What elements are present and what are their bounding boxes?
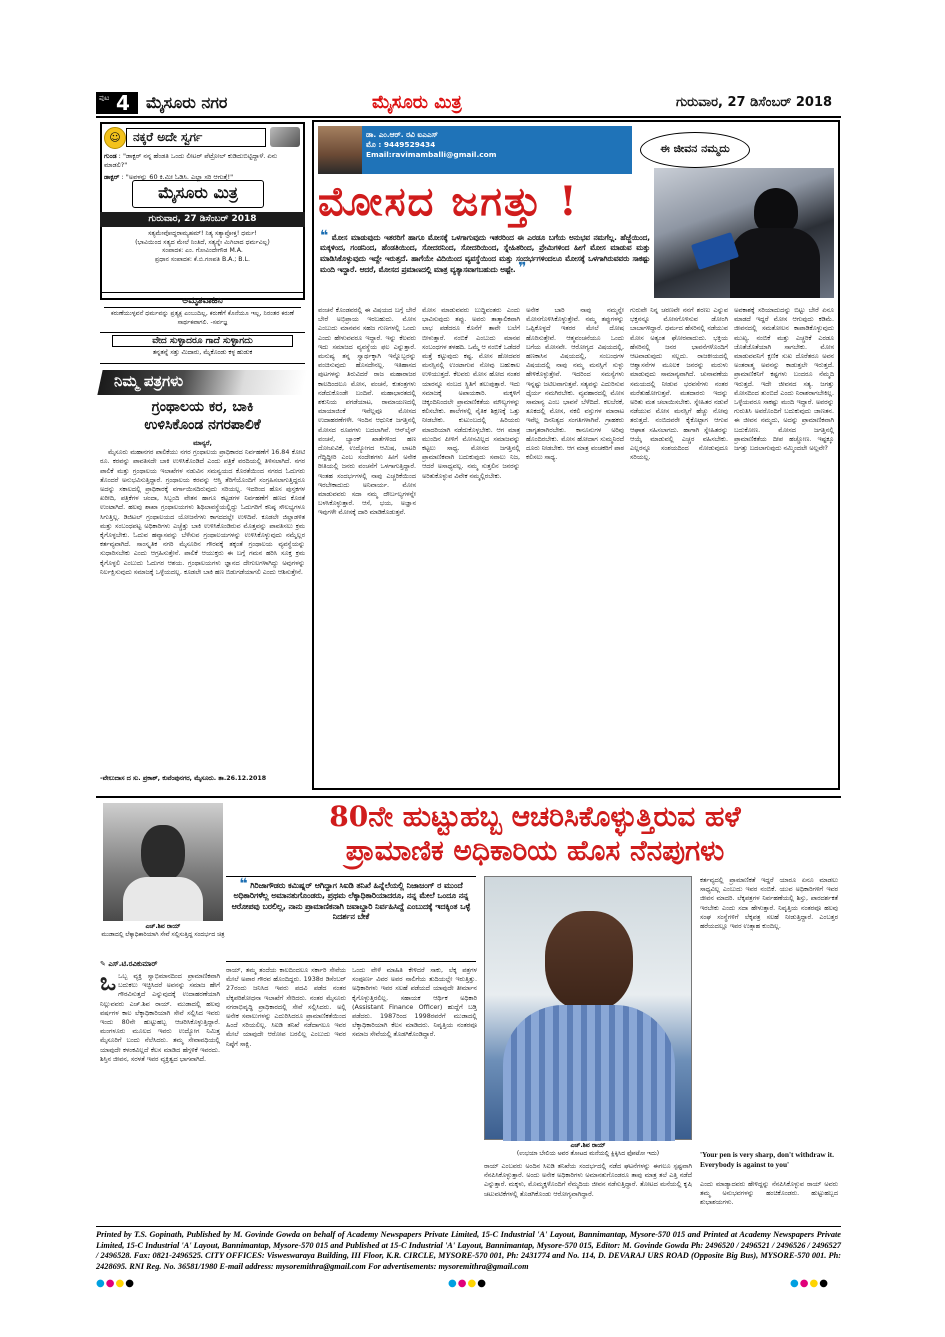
veda-title: ವೇದ ಸುಳ್ಳಾದರೂ ಗಾದೆ ಸುಳ್ಳಾಗದು [112, 335, 293, 347]
amrutavahini-text: ಕರುಣೆಯುಳ್ಳವನೆ ಧರ್ಮವನ್ನು ಪ್ರತ್ಯಕ್ಷ ಎಂಬುದಿಲ್ಲ, ಕರುಣೆಗೆ ಕೊನೆಯೂ ಇಲ್ಲ, ನಿರಂತರ ಕರುಣೆ ಸಾರ್ಥಕವಾಗಲಿ. -ಸರ್ವಜ್ಞ [110, 310, 295, 326]
quote-close-icon: ❞ [518, 259, 527, 276]
veda-box [100, 332, 305, 364]
registration-dots-right: ●●●● [790, 1278, 829, 1289]
masthead-motto-2: (ಭಾವಿಯಿಂದ ಸತ್ಯದ ಮೇಲೆ ನಿಂತಿದೆ, ಸತ್ಯನ್ನೇ ಮಿಗಿಲಾದ ಧರ್ಮವಿಲ್ಲ) [135, 238, 270, 246]
feature-col-3: ಒಂದು ವೇಳೆ ಮಾಹಿತಿ ಕೇಳಿದರೆ ಸಾಕು, ಲೆಕ್ಕ ಪತ್ರಗಳ ಸಂಪೂರ್ಣ ವಿವರ ಅವರ ನಾಲಿಗೆಯ ತುದಿಯಲ್ಲೇ ಇರುತ್ತಿತ್ತು. ಅಧಿಕಾರಿಗಳು ಇವರ ಸಲಹೆ ಪಡೆಯದೆ ಯಾವುದೇ ತೀರ್ಮಾನ ಕೈಗೊಳ್ಳುತ್ತಿರಲಿಲ್ಲ. ಸಹಾಯಕ ಆರ್ಥಿಕ ಅಧಿಕಾರಿ (Assistant Finance Officer) ಹುದ್ದೆಗೆ ಬಡ್ತಿ ಪಡೆದರು. 1987ರಿಂದ 1998ರವರೆಗೆ ಮುಡಾದಲ್ಲಿ ಲೆಕ್ಕಾಧಿಕಾರಿಯಾಗಿ ಕೆಲಸ ಮಾಡಿದರು. ನಿವೃತ್ತಿಯ ನಂತರವೂ ಸಮಾಜ ಸೇವೆಯಲ್ಲಿ ತೊಡಗಿಕೊಂಡಿದ್ದಾರೆ. [352, 966, 477, 1039]
pullquote-open-icon: ❝ [239, 876, 248, 892]
header-date: ಗುರುವಾರ, 27 ಡಿಸೆಂಬರ್ 2018 [676, 95, 833, 110]
hooded-body [730, 228, 820, 298]
portrait-face [141, 825, 185, 881]
joke-line-2: "ಅವಳನ್ನು 60 ಕಿ.ಮೀ ಓಡಿಸಿ. ಎಲ್ಲಾ ಸರಿ ಆಗುತ್ತೆ!" [125, 173, 234, 181]
author-info [366, 130, 496, 160]
header-logo: ಮೈಸೂರು ಮಿತ್ರ [372, 92, 462, 113]
feature-col-1-text: ಒಬ್ಬ ವ್ಯಕ್ತಿ ಸ್ವಾಭಿಮಾನದಿಂದ ಪ್ರಾಮಾಣಿಕವಾಗಿ ಬದುಕಲು ಇಚ್ಛಿಸಿದರೆ ಅವನನ್ನು ಸಮಾಜ ಹೇಗೆ ಗೌರವಿಸುತ್ತದೆ ಎನ್ನುವುದಕ್ಕೆ ಉದಾಹರಣೆಯಾಗಿ ನಿಲ್ಲುವವರು ಎಚ್.ಶಿವ ರಾಯ್. ಮುಡಾದಲ್ಲಿ ಹಲವು ವರ್ಷಗಳ ಕಾಲ ಲೆಕ್ಕಾಧಿಕಾರಿಯಾಗಿ ಸೇವೆ ಸಲ್ಲಿಸಿದ ಇವರು ಇಂದು 80ನೇ ಹುಟ್ಟುಹಬ್ಬ ಆಚರಿಸಿಕೊಳ್ಳುತ್ತಿದ್ದಾರೆ. ಮಂಗಳೂರು ಮೂಲದ ಇವರು ಉದ್ಯೋಗ ನಿಮಿತ್ತ ಮೈಸೂರಿಗೆ ಬಂದು ನೆಲೆಸಿದರು. ತಮ್ಮ ಸೇವಾವಧಿಯಲ್ಲಿ ಯಾವುದೇ ಕಳಂಕವಿಲ್ಲದೆ ಕೆಲಸ ಮಾಡಿದ ಹೆಗ್ಗಳಿಕೆ ಇವರದು. ಶಿಸ್ತಿನ ಜೀವನ, ಸರಳತೆ ಇವರ ವ್ಯಕ್ತಿತ್ವದ ಭಾಗವಾಗಿದೆ. [100, 972, 220, 1063]
amrutavahini-title: ಅಮೃತವಾಹಿನಿ [104, 296, 301, 308]
color-photo-caption-block [484, 1142, 692, 1159]
page-number-box [96, 92, 138, 114]
quote-open-icon: ❝ [320, 228, 329, 244]
color-photo-caption: (ಉಭಯಾ ಬೇಲಿಯ ಅವರ ತೋಟದ ಮನೆಯಲ್ಲಿ ಕ್ಲಿಕ್ಕಿಸಿದ ಫೋಟೋ ಇದು) [516, 1150, 660, 1158]
old-photo-caption-block [100, 923, 226, 939]
byline-name: ಎಸ್.ಟಿ.ರವಿಕುಮಾರ್ [108, 960, 158, 968]
amrutavahini-box [104, 296, 301, 327]
pullquote-box [226, 876, 476, 962]
joke-header [104, 127, 301, 149]
page-number: 4 [116, 91, 130, 115]
column-col-5: ಅವಕಾಶಕ್ಕೆ ಸರಿಯಾದುದನ್ನು ಬಿಟ್ಟು ಬೇರೆ ಏನೂ ಮಾಡದೆ ಇದ್ದರೆ ಮೋಸ ಆಗುವುದು ಕಡಿಮೆ. ಜೀವನದಲ್ಲಿ ಸಮತೋಲನ ಕಾಪಾಡಿಕೊಳ್ಳುವುದು ಮುಖ್ಯ. ನಂಬಿಕೆ ಮತ್ತು ಎಚ್ಚರಿಕೆ ಎರಡೂ ಜೊತೆಜೊತೆಯಾಗಿ ಸಾಗಬೇಕು. ಮೋಸ ಮಾಡುವವನಿಗೆ ಕ್ಷಣಿಕ ಸುಖ ದೊರೆತರೂ ಅವನ ಅಂತರಾತ್ಮ ಅವನನ್ನು ಕಾಡುತ್ತಲೇ ಇರುತ್ತದೆ. ಪ್ರಾಮಾಣಿಕನಿಗೆ ಕಷ್ಟಗಳು ಬಂದರೂ ನೆಮ್ಮದಿ ಇರುತ್ತದೆ. ಇದೇ ಜೀವನದ ಸತ್ಯ. ಜಗತ್ತು ಮೋಸದಿಂದ ತುಂಬಿದೆ ಎಂದು ನಿರಾಶರಾಗಬೇಕಿಲ್ಲ. ಒಳ್ಳೆಯವರೂ ಸಾಕಷ್ಟು ಮಂದಿ ಇದ್ದಾರೆ. ಅವರನ್ನು ಗುರುತಿಸಿ ಅವರೊಂದಿಗೆ ಬದುಕುವುದು ಜಾಣತನ. ಈ ಜೀವನ ನಮ್ಮದು, ಅದನ್ನು ಪ್ರಾಮಾಣಿಕವಾಗಿ ಬದುಕೋಣ. ಮೋಸದ ಜಗತ್ತಿನಲ್ಲಿ ಪ್ರಾಮಾಣಿಕತೆಯ ದೀಪ ಹಚ್ಚೋಣ. ಇಷ್ಟಕ್ಕೂ ಜಗತ್ತು ಬದಲಾಗುವುದು ನಮ್ಮಿಂದಲೇ ಅಲ್ಲವೇ? [734, 306, 834, 453]
pullquote-text [226, 877, 476, 925]
letters-banner-title: ನಿಮ್ಮ ಪತ್ರಗಳು [114, 372, 184, 390]
section-title: ಮೈಸೂರು ನಗರ [146, 93, 228, 112]
author-name: ಡಾ. ಎಂ.ಆರ್. ರವಿ ಐಎಎಸ್ [366, 130, 438, 139]
feature-headline [230, 800, 840, 868]
joke-speaker-2: ಡಾಕ್ಟರ್ [104, 173, 120, 181]
masthead-chief-editor: ಪ್ರಧಾನ ಸಂಪಾದಕ: ಕೆ.ಬಿ.ಗಣಪತಿ B.A.; B.L. [155, 255, 250, 263]
author-photo [318, 126, 362, 174]
author-email: Email:ravimamballi@gmail.com [366, 150, 497, 159]
letter-signature: -ವೇಲುದಾಸ ದ ಸು. ಪ್ರಕಾಶ್, ಕುವೆಂಪುನಗರ, ಮೈಸೂರು. ತಾ.26.12.2018 [100, 775, 267, 782]
letters-headline-1: ಗ್ರಂಥಾಲಯ ಕರ, ಬಾಕಿ [151, 399, 254, 415]
feature-col-2: ರಾಯ್, ತಮ್ಮ ತಂದೆಯ ಕಾಲದಿಂದಲೂ ಸರ್ಕಾರಿ ಸೇವೆಯ ಮೇಲೆ ಅಪಾರ ಗೌರವ ಹೊಂದಿದ್ದರು. 1938ರ ಡಿಸೆಂಬರ್ 27ರಂದು ಜನಿಸಿದ ಇವರು ಪದವಿ ಪಡೆದ ನಂತರ ಲೆಕ್ಕಪರಿಶೋಧನಾ ಇಲಾಖೆಗೆ ಸೇರಿದರು. ನಂತರ ಮೈಸೂರು ನಗರಾಭಿವೃದ್ಧಿ ಪ್ರಾಧಿಕಾರದಲ್ಲಿ ಸೇವೆ ಸಲ್ಲಿಸಿದರು. ಅಲ್ಲಿ ಅನೇಕ ಸವಾಲುಗಳನ್ನು ಎದುರಿಸಿದರೂ ಪ್ರಾಮಾಣಿಕತೆಯಿಂದ ಹಿಂದೆ ಸರಿಯಲಿಲ್ಲ. ಸಿಐಡಿ ತನಿಖೆ ನಡೆದಾಗಲೂ ಇವರ ಮೇಲೆ ಯಾವುದೇ ಆರೋಪ ಬರಲಿಲ್ಲ ಎಂಬುದು ಇವರ ನಿಷ್ಠೆಗೆ ಸಾಕ್ಷಿ. [226, 966, 346, 1048]
drop-cap: ಒ [100, 972, 117, 996]
author-phone: ಮೊ : 9449529434 [366, 140, 436, 149]
page-label: ಪುಟ [99, 94, 110, 102]
letter-body [100, 439, 305, 774]
column-col-3: ಅನೇಕ ಬಾರಿ ನಾವು ನಮ್ಮನ್ನೇ ಮೋಸಗೊಳಿಸಿಕೊಳ್ಳುತ್ತೇವೆ. ನಮ್ಮ ತಪ್ಪುಗಳನ್ನು ಒಪ್ಪಿಕೊಳ್ಳದೆ ಇತರರ ಮೇಲೆ ದೋಷ ಹೊರಿಸುತ್ತೇವೆ. ಆತ್ಮವಂಚನೆಯೂ ಒಂದು ಬಗೆಯ ಮೋಸವೇ. ಆರೋಗ್ಯದ ವಿಷಯದಲ್ಲಿ, ಹಣಕಾಸಿನ ವಿಷಯದಲ್ಲಿ, ಸಂಬಂಧಗಳ ವಿಷಯದಲ್ಲಿ ನಾವು ನಮ್ಮ ಮನಸ್ಸಿಗೆ ಸುಳ್ಳು ಹೇಳಿಕೊಳ್ಳುತ್ತೇವೆ. ಇದರಿಂದ ಸಮಸ್ಯೆಗಳು ಇನ್ನಷ್ಟು ಜಟಿಲವಾಗುತ್ತವೆ. ಸತ್ಯವನ್ನು ಎದುರಿಸುವ ಧೈರ್ಯ ನಮಗಿರಬೇಕು. ವ್ಯವಹಾರದಲ್ಲಿ ಮೋಸ ಸಾಮಾನ್ಯ ಎಂಬ ಭಾವನೆ ಬೆಳೆದಿದೆ. ಕಲಬೆರಕೆ, ತೂಕದಲ್ಲಿ ಮೋಸ, ನಕಲಿ ವಸ್ತುಗಳ ಮಾರಾಟ ಇವೆಲ್ಲ ದಿನನಿತ್ಯದ ಸಂಗತಿಗಳಾಗಿವೆ. ಗ್ರಾಹಕರು ಜಾಗೃತರಾಗಿರಬೇಕು. ಕಾನೂನುಗಳ ಅರಿವು ಹೊಂದಿರಬೇಕು. ಮೋಸ ಹೋದಾಗ ಸುಮ್ಮನಿರದೆ ದೂರು ನೀಡಬೇಕು. ಆಗ ಮಾತ್ರ ವಂಚಕರಿಗೆ ಪಾಠ ಕಲಿಸಲು ಸಾಧ್ಯ. [526, 306, 624, 462]
masthead-date: ಗುರುವಾರ, 27 ಡಿಸೆಂಬರ್ 2018 [100, 212, 305, 227]
letter-salutation: ಮಾನ್ಯರೆ, [193, 439, 212, 447]
letters-headline-2: ಉಳಿಸಿಕೊಂಡ ನಗರಪಾಲಿಕೆ [144, 417, 261, 433]
column-col-1: ವಂಚನೆ ಕೊಂಡವರಲ್ಲಿ ಈ ವಿಷಯದ ಬಗ್ಗೆ ಬೇರೆ ಬೇರೆ ಅಭಿಪ್ರಾಯ ಇರಬಹುದು. ಮೋಸ ಎಂಬುದು ಮಾನವನ ಸಹಜ ಗುಣಗಳಲ್ಲಿ ಒಂದು ಎಂದು ಹೇಳುವವರೂ ಇದ್ದಾರೆ. ಇನ್ನು ಕೆಲವರು ಇದು ಸಮಾಜದ ವ್ಯವಸ್ಥೆಯ ಫಲ ಎನ್ನುತ್ತಾರೆ. ಮನುಷ್ಯ ತನ್ನ ಸ್ವಾರ್ಥಕ್ಕಾಗಿ ಇನ್ನೊಬ್ಬರನ್ನು ವಂಚಿಸುವುದು ಹೊಸದೇನಲ್ಲ. ಇತಿಹಾಸದ ಪುಟಗಳನ್ನು ತಿರುವಿದರೆ ರಾಜ ಮಹಾರಾಜರ ಕಾಲದಿಂದಲೂ ಮೋಸ, ವಂಚನೆ, ಕುತಂತ್ರಗಳು ನಡೆದುಕೊಂಡೇ ಬಂದಿವೆ. ಮಹಾಭಾರತದಲ್ಲಿ ಶಕುನಿಯ ಪಗಡೆಯಾಟ, ರಾಮಾಯಣದಲ್ಲಿ ಮಾಯಾಜಿಂಕೆ ಇವೆಲ್ಲವೂ ಮೋಸದ ಉದಾಹರಣೆಗಳೇ. ಇಂದಿನ ಆಧುನಿಕ ಜಗತ್ತಿನಲ್ಲಿ ಮೋಸದ ರೂಪಗಳು ಬದಲಾಗಿವೆ. ಆನ್‌ಲೈನ್ ವಂಚನೆ, ಬ್ಯಾಂಕ್ ಖಾತೆಗಳಿಂದ ಹಣ ದೋಚುವಿಕೆ, ಉದ್ಯೋಗದ ಆಮಿಷ, ಲಾಟರಿ ಗೆದ್ದಿದ್ದೀರಿ ಎಂಬ ಸಂದೇಶಗಳು ಹೀಗೆ ಅನೇಕ ರೀತಿಯಲ್ಲಿ ಜನರು ವಂಚನೆಗೆ ಒಳಗಾಗುತ್ತಿದ್ದಾರೆ. ಇಂತಹ ಸಂದರ್ಭಗಳಲ್ಲಿ ನಾವು ಎಚ್ಚರಿಕೆಯಿಂದ ಇರಬೇಕಾದುದು ಅನಿವಾರ್ಯ. ಮೋಸ ಮಾಡುವವರು ಸದಾ ನಮ್ಮ ದೌರ್ಬಲ್ಯಗಳನ್ನೇ ಬಳಸಿಕೊಳ್ಳುತ್ತಾರೆ. ಆಸೆ, ಭಯ, ಅಜ್ಞಾನ ಇವುಗಳೇ ಮೋಸಕ್ಕೆ ದಾರಿ ಮಾಡಿಕೊಡುತ್ತವೆ. [318, 306, 416, 517]
photo-shirt [503, 1005, 675, 1141]
header-rule [96, 116, 841, 118]
letters-banner [100, 370, 305, 395]
feature-rule [96, 796, 841, 798]
registration-dots-center: ●●●● [448, 1278, 487, 1289]
color-photo [484, 876, 692, 1140]
masthead-logo: ಮೈಸೂರು ಮಿತ್ರ [132, 180, 264, 208]
column-intro-text: ಮೋಸ ಮಾಡುವುದು ಇತರರಿಗೆ ಹಾಗೂ ಮೋಸಕ್ಕೆ ಒಳಗಾಗುವುದು ಇತರರಿಂದ ಈ ಎರಡೂ ಬಗೆಯ ಅನುಭವ ನಮಗೆಲ್ಲ. ಹೆಜ್ಜೆಯಿಂದ, ಮಕ್ಕಳಿಂದ, ಗಂಡನಿಂದ, ಹೆಂಡತಿಯಿಂದ, ಸೋದರನಿಂದ, ಸೋದರಿಯಿಂದ, ಸ್ನೇಹಿತರಿಂದ, ಪ್ರೇಮಿಗಳಿಂದ ಹೀಗೆ ಮೋಸ ಮಾಡುವ ಮತ್ತು ಮಾಡಿಸಿಕೊಳ್ಳುವುದು ಇದ್ದೇ ಇರುತ್ತದೆ. ಹಾಗೆಯೇ ವಿದಿಯಿಂದ ವ್ಯವಸ್ಥೆಯಿಂದ ಮತ್ತು ಸಂದರ್ಭಗಳಿಂದಲೂ ಮೋಸಕ್ಕೆ ಒಳಗಾಗಿರುವವರು ಸಾಕಷ್ಟು ಮಂದಿ ಇದ್ದಾರೆ. ಆದರೆ, ಮೋಸದ ಪ್ರಮಾಣದಲ್ಲಿ ಮಾತ್ರ ವ್ಯತ್ಯಾಸವಾಗಬಹುದು ಅಷ್ಟೇ. [320, 233, 651, 274]
footer-rule [96, 1226, 841, 1227]
pullquote-body: ಗಿರಿಜಾಗೌಡರು ಕಮಿಷ್ನರ್ ಆಗಿದ್ದಾಗ ಸಿಐಡಿ ತನಿಖೆ ಹಿನ್ನೆಲೆಯಲ್ಲಿ ನಿಜಾಜಂಗ್ ರ ಮುಂದೆ ಅಧಿಕಾರಿಗಳೆಲ್ಲ ಅಮಾನತುಗೊಂಡರು, ಪ್ರಥಮ ಲೆಕ್ಕಾಧಿಕಾರಿಯಾದರೂ, ನನ್ನ ಮೇಲೆ ಒಂದೂ ನನ್ನ ಆರೋಪವು ಬರಲಿಲ್ಲ, ನಾನು ಪ್ರಾಮಾಣಿಕನಾಗಿ ಜವಾಬ್ದಾರಿ ನಿರ್ವಹಿಸಿದ್ದೆ ಎಂಬುದಕ್ಕೆ ಇದಕ್ಕಿಂತ ಒಳ್ಳೆ ನಿದರ್ಶನ ಬೇಕೆ [231, 881, 471, 922]
divider [100, 292, 305, 293]
letters-headline [100, 398, 305, 434]
old-bw-photo [103, 803, 223, 921]
masthead-editor: ಸಂಪಾದಕ: ಎಂ. ಗೋವಿಂದೇಗೌಡ M.A. [162, 247, 243, 255]
veda-text: ತನ್ನತನ್ನೆ ಸತ್ತು ಮಿದಾರು, ಮೈಕೊಂಡು ಕಳ್ಳ ಹುಡುಕ [152, 349, 253, 356]
photo-face [545, 911, 633, 1011]
footer-imprint: Printed by T.S. Gopinath, Published by M. Govinde Gowda on behalf of Academy Newspapers Private Limited, 15-C Industrial 'A' Layout, Bannimantap, Mysore-570 015 and Printed at Academy Newspapers Private Limited, 15-C Industrial 'A' Layout, Bannimantap, Mysore-570 015 and Published at 15-C Industrial 'A' Layout, Bannimantap, Mysore-570 015, Editor: M. Govinde Gowda Ph: 2496520 / 2496521 / 2496526 / 2496527 / 2496528. Fax: 0821-2496525. CITY OFFICES: Visweswaraya Building, III Floor, K.R. CIRCLE, MYSORE-570 001, Ph: 2431774 and No. 114, D. DEVARAJ URS ROAD (Opposite Big Bus), MYSORE-570 001. Ph: 2428695. RNI Reg. No. 36581/1980 E-mail address: mysoremithra@gmail.com For advertisements: mysoremithra@gmail.com [96, 1230, 841, 1271]
masthead-details [104, 230, 301, 264]
cartoon-icon [270, 127, 300, 147]
english-quote: 'Your pen is very sharp, don't withdraw it. Everybody is against to you' [700, 1150, 834, 1169]
laughing-face-icon: ☺ [104, 127, 126, 149]
feature-col-5: ಕರ್ತವ್ಯದಲ್ಲಿ ಪ್ರಾಮಾಣಿಕತೆ ಇದ್ದರೆ ಯಾರೂ ಏನೂ ಮಾಡಲು ಸಾಧ್ಯವಿಲ್ಲ ಎಂಬುದು ಇವರ ನಂಬಿಕೆ. ಯುವ ಅಧಿಕಾರಿಗಳಿಗೆ ಇವರ ಜೀವನ ಮಾದರಿ. ಲೆಕ್ಕಪತ್ರಗಳ ನಿರ್ವಹಣೆಯಲ್ಲಿ ಶಿಸ್ತು, ಪಾರದರ್ಶಕತೆ ಇರಬೇಕು ಎಂದು ಸದಾ ಹೇಳುತ್ತಾರೆ. ನಿವೃತ್ತಿಯ ನಂತರವೂ ಹಲವು ಸಂಘ ಸಂಸ್ಥೆಗಳಿಗೆ ಲೆಕ್ಕಪತ್ರ ಸಲಹೆ ನೀಡುತ್ತಿದ್ದಾರೆ. ಎಂಬತ್ತರ ಹರೆಯದಲ್ಲೂ ಇವರ ಉತ್ಸಾಹ ಕುಂದಿಲ್ಲ. [700, 876, 838, 931]
old-photo-name: ಎಚ್.ಶಿವ ರಾಯ್ [145, 923, 181, 930]
color-photo-name: ಎಚ್.ಶಿವ ರಾಯ್ [570, 1142, 606, 1149]
joke-body: ಗುಂಡ : "ಡಾಕ್ಟರ್ ನನ್ನ ಹೆಂಡತಿ ಒಂದು ಲೀಟರ್ ಪೆಟ್ರೋಲ್ ಕುಡಿದುಬಿಟ್ಟಿದ್ದಾಳೆ. ಏನು ಮಾಡಲಿ?" ಡಾಕ್ಟರ್ : "ಅವಳನ್ನು 60 ಕಿ.ಮೀ ಓಡಿಸಿ. ಎಲ್ಲಾ ಸರಿ ಆಗುತ್ತೆ!" [104, 152, 278, 181]
feature-col-5b: ಎಂದು ಮಾಡ್ಯಾದವರು ಹೇಳಿದ್ದನ್ನು ನೆನಪಿಸಿಕೊಳ್ಳುವ ರಾಯ್ ಅವರು ತಮ್ಮ ಅನುಭವಗಳನ್ನು ಹಂಚಿಕೊಂಡರು. ಹುಟ್ಟುಹಬ್ಬದ ಶುಭಾಶಯಗಳು. [700, 1180, 838, 1207]
masthead-motto: ಸತ್ಯಮೇವೋದ್ಧರಾಮ್ಯಹಮ್! ನಿತ್ಯ ಸತ್ಯಾಪ್ರೋಕ್ತ! ಧರ್ಮ! [148, 230, 257, 237]
feature-col-4: ರಾಯ್ ಎಂಬವರು ಅಂದಿನ ಸಿಐಡಿ ತನಿಖೆಯ ಸಂದರ್ಭದಲ್ಲಿ ನಡೆದ ಘಟನೆಗಳನ್ನು ಈಗಲೂ ಸ್ಪಷ್ಟವಾಗಿ ನೆನಪಿಸಿಕೊಳ್ಳುತ್ತಾರೆ. ಅಂದು ಅನೇಕ ಅಧಿಕಾರಿಗಳು ಅಮಾನತುಗೊಂಡರೂ ತಾವು ಮಾತ್ರ ತಲೆ ಎತ್ತಿ ನಡೆದೆ ಎನ್ನುತ್ತಾರೆ. ಮಕ್ಕಳು, ಮೊಮ್ಮಕ್ಕಳೊಂದಿಗೆ ನೆಮ್ಮದಿಯ ಜೀವನ ನಡೆಸುತ್ತಿದ್ದಾರೆ. ತೋಟದ ಮನೆಯಲ್ಲಿ ಕೃಷಿ ಚಟುವಟಿಕೆಗಳಲ್ಲಿ ತೊಡಗಿಕೊಂಡು ಆರೋಗ್ಯವಾಗಿದ್ದಾರೆ. [484, 1162, 692, 1198]
joke-speaker-1: ಗುಂಡ [104, 152, 117, 160]
joke-line-1: "ಡಾಕ್ಟರ್ ನನ್ನ ಹೆಂಡತಿ ಒಂದು ಲೀಟರ್ ಪೆಟ್ರೋಲ್ ಕುಡಿದುಬಿಟ್ಟಿದ್ದಾಳೆ. ಏನು ಮಾಡಲಿ?" [104, 152, 278, 169]
feature-col-1 [100, 972, 220, 1224]
joke-title: ನಕ್ಕರೆ ಅದೇ ಸ್ವರ್ಗ [126, 128, 266, 147]
registration-dots-left: ●●●● [96, 1278, 135, 1289]
feature-byline: ✎ ಎಸ್.ಟಿ.ರವಿಕುಮಾರ್ [100, 960, 158, 968]
portrait-shirt [123, 877, 203, 921]
old-photo-caption: ಮುಡಾದಲ್ಲಿ ಲೆಕ್ಕಾಧಿಕಾರಿಯಾಗಿ ಸೇವೆ ಸಲ್ಲಿಸುತ್ತಿದ್ದ ಸಂದರ್ಭದ ಚಿತ್ರ [101, 931, 225, 938]
letter-text: ಮೈಸೂರು ಮಹಾನಗರ ಪಾಲಿಕೆಯು ನಗರ ಗ್ರಂಥಾಲಯ ಪ್ರಾಧಿಕಾರದ ನಿರ್ವಹಣೆಗೆ 16.84 ಕೋಟಿ ರೂ. ಕರವನ್ನು ಪಾವತಿಸದೇ ಬಾಕಿ ಉಳಿಸಿಕೊಂಡಿದೆ ಎಂದು ಪತ್ರಿಕೆ ವರದಿಯಲ್ಲಿ ತಿಳಿಸಲಾಗಿದೆ. ನಗರ ಪಾಲಿಕೆ ಮತ್ತು ಗ್ರಂಥಾಲಯ ಇಲಾಖೆಗಳ ನಡುವಿನ ಸಮನ್ವಯದ ಕೊರತೆಯಿಂದ ನಗರದ ಓದುಗರು ತೊಂದರೆ ಅನುಭವಿಸುತ್ತಿದ್ದಾರೆ. ಗ್ರಂಥಾಲಯ ಕರವನ್ನು ಆಸ್ತಿ ತೆರಿಗೆಯೊಂದಿಗೆ ಸಂಗ್ರಹಿಸಲಾಗುತ್ತಿದ್ದರೂ ಅದನ್ನು ಸಕಾಲದಲ್ಲಿ ಪ್ರಾಧಿಕಾರಕ್ಕೆ ವರ್ಗಾಯಿಸದಿರುವುದು ಸರಿಯಲ್ಲ. ಇದರಿಂದ ಹೊಸ ಪುಸ್ತಕಗಳ ಖರೀದಿ, ಪತ್ರಿಕೆಗಳ ಚಂದಾ, ಸಿಬ್ಬಂದಿ ವೇತನ ಹಾಗೂ ಕಟ್ಟಡಗಳ ನಿರ್ವಹಣೆಗೆ ಹಣದ ಕೊರತೆ ಉಂಟಾಗಿದೆ. ಹಲವು ಶಾಖಾ ಗ್ರಂಥಾಲಯಗಳು ಶಿಥಿಲಾವಸ್ಥೆಯಲ್ಲಿದ್ದು ಓದುಗರಿಗೆ ಕನಿಷ್ಠ ಸೌಲಭ್ಯಗಳೂ ಸಿಗುತ್ತಿಲ್ಲ. ಡಿಜಿಟಲ್ ಗ್ರಂಥಾಲಯದ ಯೋಜನೆಗಳು ಕಾಗದದಲ್ಲೇ ಉಳಿದಿವೆ. ಕೂಡಲೇ ಜಿಲ್ಲಾಡಳಿತ ಮತ್ತು ಸಂಬಂಧಪಟ್ಟ ಅಧಿಕಾರಿಗಳು ಎಚ್ಚೆತ್ತು ಬಾಕಿ ಉಳಿಸಿಕೊಂಡಿರುವ ಮೊತ್ತವನ್ನು ಪಾವತಿಸಲು ಕ್ರಮ ಕೈಗೊಳ್ಳಬೇಕು. ಓದುವ ಹವ್ಯಾಸವನ್ನು ಬೆಳೆಸುವ ಗ್ರಂಥಾಲಯಗಳನ್ನು ಉಳಿಸಿಕೊಳ್ಳುವುದು ನಮ್ಮೆಲ್ಲರ ಕರ್ತವ್ಯವಾಗಿದೆ. ಸಾಂಸ್ಕೃತಿಕ ನಗರಿ ಮೈಸೂರಿನ ಗೌರವಕ್ಕೆ ತಕ್ಕಂತೆ ಗ್ರಂಥಾಲಯ ವ್ಯವಸ್ಥೆಯನ್ನು ಸುಧಾರಿಸಬೇಕು ಎಂದು ಆಗ್ರಹಿಸುತ್ತೇನೆ. ಪಾಲಿಕೆ ಆಯುಕ್ತರು ಈ ಬಗ್ಗೆ ಗಮನ ಹರಿಸಿ ಸೂಕ್ತ ಕ್ರಮ ಕೈಗೊಳ್ಳಲಿ ಎಂಬುದು ಓದುಗರ ಆಶಯ. ಗ್ರಂಥಾಲಯಗಳು ಜ್ಞಾನದ ದೇಗುಲಗಳಾಗಿದ್ದು ಅವುಗಳನ್ನು ನಿರ್ಲಕ್ಷಿಸುವುದು ಸಮಾಜಕ್ಕೆ ಒಳ್ಳೆಯದಲ್ಲ. ಕೂಡಲೇ ಬಾಕಿ ಹಣ ಬಿಡುಗಡೆಯಾಗಲಿ ಎಂದು ಆಶಿಸುತ್ತೇನೆ. [100, 448, 305, 576]
feature-headline-2: ಪ್ರಾಮಾಣಿಕ ಅಧಿಕಾರಿಯ ಹೊಸ ನೆನಪುಗಳು [345, 834, 725, 867]
hacker-photo [654, 168, 834, 298]
column-col-4: ಗುರುವೇ ನಿನ್ನ ಚರಣವೇ ನನಗೆ ಶರಣು ಎನ್ನುವ ಭಕ್ತನನ್ನೂ ಮೋಸಗೊಳಿಸುವ ಡೋಂಗಿ ಬಾಬಾಗಳಿದ್ದಾರೆ. ಧರ್ಮದ ಹೆಸರಿನಲ್ಲಿ ನಡೆಯುವ ಮೋಸ ಅತ್ಯಂತ ಘೋರವಾದುದು. ಭಕ್ತಿಯ ಹೆಸರಿನಲ್ಲಿ ಜನರ ಭಾವನೆಗಳೊಂದಿಗೆ ಆಟವಾಡುವುದು ಸಲ್ಲದು. ರಾಜಕೀಯದಲ್ಲಿ ಆಶ್ವಾಸನೆಗಳ ಮೂಲಕ ಜನರನ್ನು ಮರುಳು ಮಾಡುವುದು ಸಾಮಾನ್ಯವಾಗಿದೆ. ಚುನಾವಣೆಯ ಸಮಯದಲ್ಲಿ ನೀಡುವ ಭರವಸೆಗಳು ನಂತರ ಮರೆತುಹೋಗುತ್ತವೆ. ಮತದಾರರು ಇದನ್ನು ಅರಿತು ಮತ ಚಲಾಯಿಸಬೇಕು. ಸ್ನೇಹಿತರ ನಡುವೆ ನಡೆಯುವ ಮೋಸ ಮನಸ್ಸಿಗೆ ಹೆಚ್ಚು ನೋವು ತರುತ್ತದೆ. ನಂಬಿದವರೇ ಕೈಕೊಟ್ಟಾಗ ಆಗುವ ಆಘಾತ ಸಹಿಸಲಾಗದು. ಹಾಗಾಗಿ ಸ್ನೇಹಿತರನ್ನು ಆಯ್ಕೆ ಮಾಡುವಲ್ಲಿ ಎಚ್ಚರ ವಹಿಸಬೇಕು. ಎಲ್ಲರನ್ನೂ ಸಂಶಯದಿಂದ ನೋಡುವುದೂ ಸರಿಯಲ್ಲ. [630, 306, 728, 462]
column-headline: ಮೋಸದ ಜಗತ್ತು ! [318, 178, 579, 225]
feature-headline-1: 80ನೇ ಹುಟ್ಟುಹಬ್ಬ ಆಚರಿಸಿಕೊಳ್ಳುತ್ತಿರುವ ಹಳೆ [329, 800, 741, 833]
column-intro [320, 228, 651, 276]
series-badge: ಈ ಜೀವನ ನಮ್ಮದು [640, 132, 750, 168]
column-col-2: ಮೋಸ ಮಾಡುವವರು ಬುದ್ಧಿವಂತರು ಎಂದು ಭಾವಿಸುವುದು ತಪ್ಪು. ಅವರು ತಾತ್ಕಾಲಿಕವಾಗಿ ಲಾಭ ಪಡೆದರೂ ಕೊನೆಗೆ ತಾವೇ ಬಲೆಗೆ ಬೀಳುತ್ತಾರೆ. ನಂಬಿಕೆ ಎಂಬುದು ಮಾನವ ಸಂಬಂಧಗಳ ತಳಹದಿ. ಒಮ್ಮೆ ಆ ನಂಬಿಕೆ ಒಡೆದರೆ ಮತ್ತೆ ಕಟ್ಟುವುದು ಕಷ್ಟ. ಮೋಸ ಹೋದವರ ಮನಸ್ಸಿನಲ್ಲಿ ಉಂಟಾಗುವ ನೋವು ಬಹುಕಾಲ ಉಳಿಯುತ್ತದೆ. ಕೆಲವರು ಮೋಸ ಹೋದ ನಂತರ ಯಾರನ್ನೂ ನಂಬದ ಸ್ಥಿತಿಗೆ ತಲುಪುತ್ತಾರೆ. ಇದು ಸಮಾಜಕ್ಕೆ ಅಪಾಯಕಾರಿ. ಮಕ್ಕಳಿಗೆ ಚಿಕ್ಕಂದಿನಿಂದಲೇ ಪ್ರಾಮಾಣಿಕತೆಯ ಮೌಲ್ಯಗಳನ್ನು ಕಲಿಸಬೇಕು. ಶಾಲೆಗಳಲ್ಲಿ ನೈತಿಕ ಶಿಕ್ಷಣಕ್ಕೆ ಒತ್ತು ನೀಡಬೇಕು. ಕುಟುಂಬದಲ್ಲಿ ಹಿರಿಯರು ಮಾದರಿಯಾಗಿ ನಡೆದುಕೊಳ್ಳಬೇಕು. ಆಗ ಮಾತ್ರ ಮುಂದಿನ ಪೀಳಿಗೆ ಮೋಸವಿಲ್ಲದ ಸಮಾಜವನ್ನು ಕಟ್ಟಲು ಸಾಧ್ಯ. ಮೋಸದ ಜಗತ್ತಿನಲ್ಲಿ ಪ್ರಾಮಾಣಿಕವಾಗಿ ಬದುಕುವುದು ಸವಾಲು ನಿಜ, ಆದರೆ ಅಸಾಧ್ಯವಲ್ಲ. ನಮ್ಮ ಸುತ್ತಲಿನ ಜನರನ್ನು ಅರಿತುಕೊಳ್ಳುವ ವಿವೇಕ ನಮ್ಮಲ್ಲಿರಬೇಕು. [422, 306, 520, 480]
